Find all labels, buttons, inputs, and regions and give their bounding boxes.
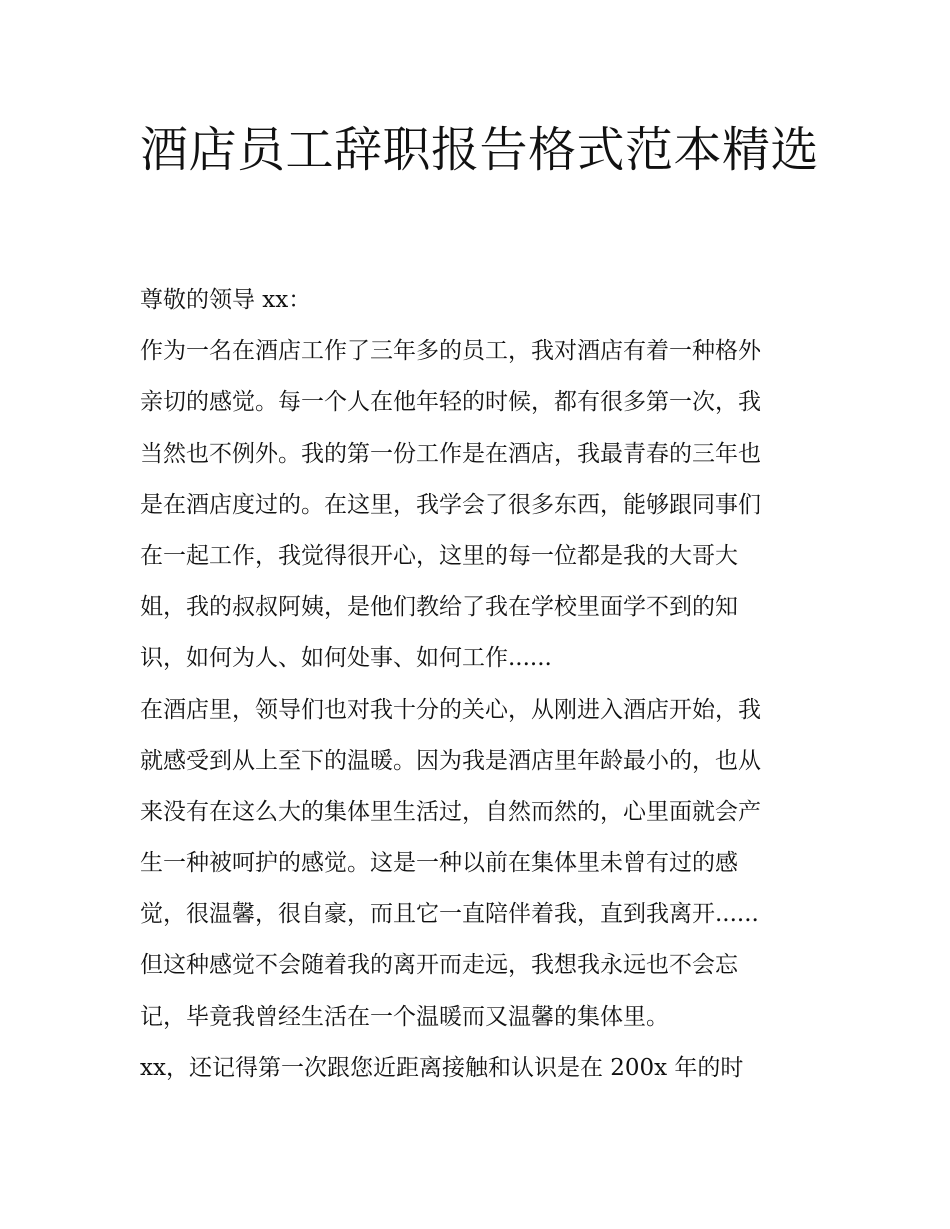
body-line: 亲切的感觉。每一个人在他年轻的时候，都有很多第一次，我 xyxy=(140,389,761,416)
salutation: 尊敬的领导 xx： xyxy=(140,287,312,313)
body-line: 当然也不例外。我的第一份工作是在酒店，我最青春的三年也 xyxy=(140,440,761,467)
body-line: xx，还记得第一次跟您近距离接触和认识是在 200x 年的时 xyxy=(140,1054,744,1081)
body-line: 觉，很温馨，很自豪，而且它一直陪伴着我，直到我离开...... xyxy=(140,901,759,928)
body-line: 但这种感觉不会随着我的离开而走远，我想我永远也不会忘 xyxy=(140,952,738,979)
body-line: 姐，我的叔叔阿姨，是他们教给了我在学校里面学不到的知 xyxy=(140,594,738,621)
body-line: 在一起工作，我觉得很开心，这里的每一位都是我的大哥大 xyxy=(140,542,738,569)
body-line: 就感受到从上至下的温暖。因为我是酒店里年龄最小的，也从 xyxy=(140,747,761,774)
document-body xyxy=(140,280,830,1099)
body-line: 生一种被呵护的感觉。这是一种以前在集体里未曾有过的感 xyxy=(140,850,738,877)
body-line: 记，毕竟我曾经生活在一个温暖而又温馨的集体里。 xyxy=(140,1003,669,1030)
body-line: 是在酒店度过的。在这里，我学会了很多东西，能够跟同事们 xyxy=(140,491,761,518)
document-title: 酒店员工辞职报告格式范本精选 xyxy=(140,122,820,178)
body-line: 作为一名在酒店工作了三年多的员工，我对酒店有着一种格外 xyxy=(140,338,761,365)
body-line: 来没有在这么大的集体里生活过，自然而然的，心里面就会产 xyxy=(140,798,761,825)
body-line: 在酒店里，领导们也对我十分的关心，从刚进入酒店开始，我 xyxy=(140,696,761,723)
body-line: 识，如何为人、如何处事、如何工作...... xyxy=(140,645,552,672)
